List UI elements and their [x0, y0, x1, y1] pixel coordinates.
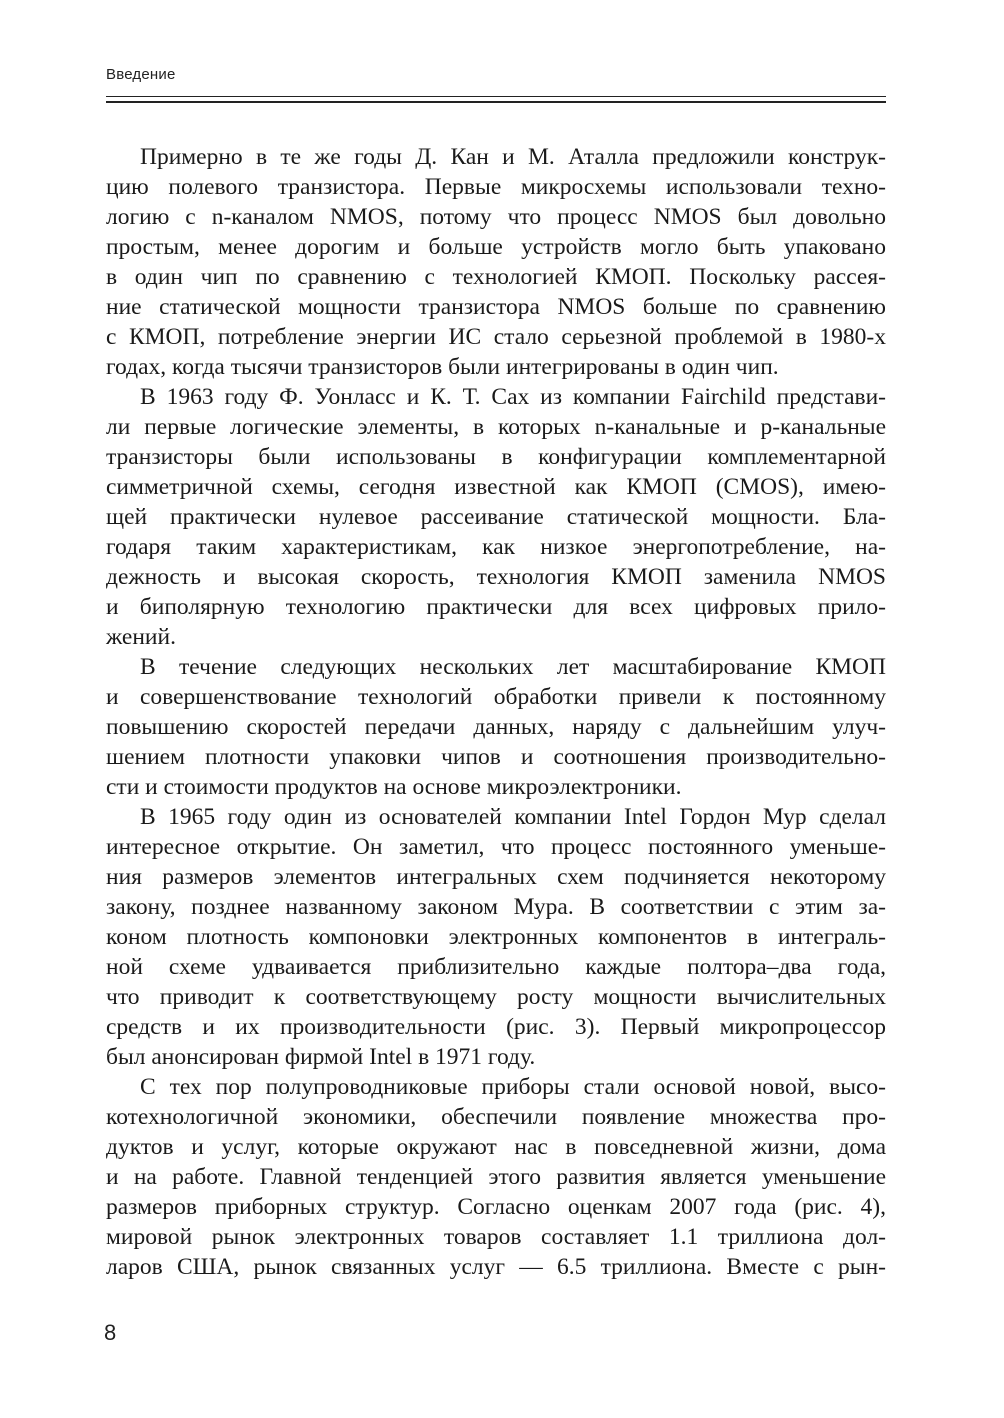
text-line: В 1965 году один из основателей компании Intel Гордон Мур сделал: [140, 804, 886, 830]
text-line: щей практически нулевое рассеивание статической мощности. Бла-: [106, 504, 886, 530]
text-line: логию с n-каналом NMOS, потому что процесс NMOS был довольно: [106, 204, 886, 230]
text-line: цию полевого транзистора. Первые микросхемы использовали техно-: [106, 174, 886, 200]
text-line: В 1963 году Ф. Уонласс и К. Т. Сах из компании Fairchild представи-: [140, 384, 886, 410]
header-rule-thin: [106, 96, 886, 97]
text-line: простым, менее дорогим и больше устройств могло быть упаковано: [106, 234, 886, 260]
paragraph: [106, 652, 886, 802]
page-number: 8: [104, 1320, 117, 1345]
text-line: и на работе. Главной тенденцией этого развития является уменьшение: [106, 1164, 886, 1190]
text-line: Примерно в те же годы Д. Кан и М. Аталла предложили конструк-: [140, 144, 886, 170]
text-line: и биполярную технологию практически для всех цифровых прило-: [106, 594, 886, 620]
text-line: что приводит к соответствующему росту мощности вычислительных: [106, 984, 886, 1010]
text-line: С тех пор полупроводниковые приборы стали основой новой, высо-: [140, 1074, 886, 1100]
header-rule-thick: [106, 101, 886, 103]
text-line: ли первые логические элементы, в которых n-канальные и p-канальные: [106, 414, 886, 440]
text-line: ния размеров элементов интегральных схем подчиняется некоторому: [106, 864, 886, 890]
paragraph: [106, 142, 886, 382]
text-line: интересное открытие. Он заметил, что процесс постоянного уменьше-: [106, 834, 886, 860]
running-head-title: Введение: [106, 66, 176, 83]
text-line: котехнологичной экономики, обеспечили появление множества про-: [106, 1104, 886, 1130]
text-line: дуктов и услуг, которые окружают нас в повседневной жизни, дома: [106, 1134, 886, 1160]
paragraph: [106, 382, 886, 652]
text-line: жений.: [106, 624, 176, 650]
text-line: коном плотность компоновки электронных компонентов в интеграль-: [106, 924, 886, 950]
text-line: годах, когда тысячи транзисторов были интегрированы в один чип.: [106, 354, 779, 380]
text-line: повышению скоростей передачи данных, наряду с дальнейшим улуч-: [106, 714, 886, 740]
text-line: симметричной схемы, сегодня известной как КМОП (CMOS), имею-: [106, 474, 886, 500]
text-line: мировой рынок электронных товаров составляет 1.1 триллиона дол-: [106, 1224, 886, 1250]
text-line: дежность и высокая скорость, технология КМОП заменила NMOS: [106, 564, 886, 590]
text-line: с КМОП, потребление энергии ИС стало серьезной проблемой в 1980-х: [106, 324, 886, 350]
text-line: в один чип по сравнению с технологией КМОП. Поскольку рассея-: [106, 264, 886, 290]
text-line: сти и стоимости продуктов на основе микроэлектроники.: [106, 774, 682, 800]
paragraph: [106, 802, 886, 1072]
text-line: и совершенствование технологий обработки привели к постоянному: [106, 684, 886, 710]
text-line: транзисторы были использованы в конфигурации комплементарной: [106, 444, 886, 470]
text-line: годаря таким характеристикам, как низкое энергопотребление, на-: [106, 534, 886, 560]
text-line: ной схеме удваивается приблизительно каждые полтора–два года,: [106, 954, 886, 980]
text-line: В течение следующих нескольких лет масштабирование КМОП: [140, 654, 886, 680]
body-text: [106, 142, 886, 1282]
text-line: закону, позднее названному законом Мура. В соответствии с этим за-: [106, 894, 886, 920]
text-line: шением плотности упаковки чипов и соотношения производительно-: [106, 744, 886, 770]
paragraph: [106, 1072, 886, 1282]
text-line: размеров приборных структур. Согласно оценкам 2007 года (рис. 4),: [106, 1194, 886, 1220]
text-line: был анонсирован фирмой Intel в 1971 году.: [106, 1044, 536, 1070]
text-line: ние статической мощности транзистора NMOS больше по сравнению: [106, 294, 886, 320]
text-line: средств и их производительности (рис. 3). Первый микропроцессор: [106, 1014, 886, 1040]
text-line: ларов США, рынок связанных услуг — 6.5 триллиона. Вместе с рын-: [106, 1254, 886, 1280]
